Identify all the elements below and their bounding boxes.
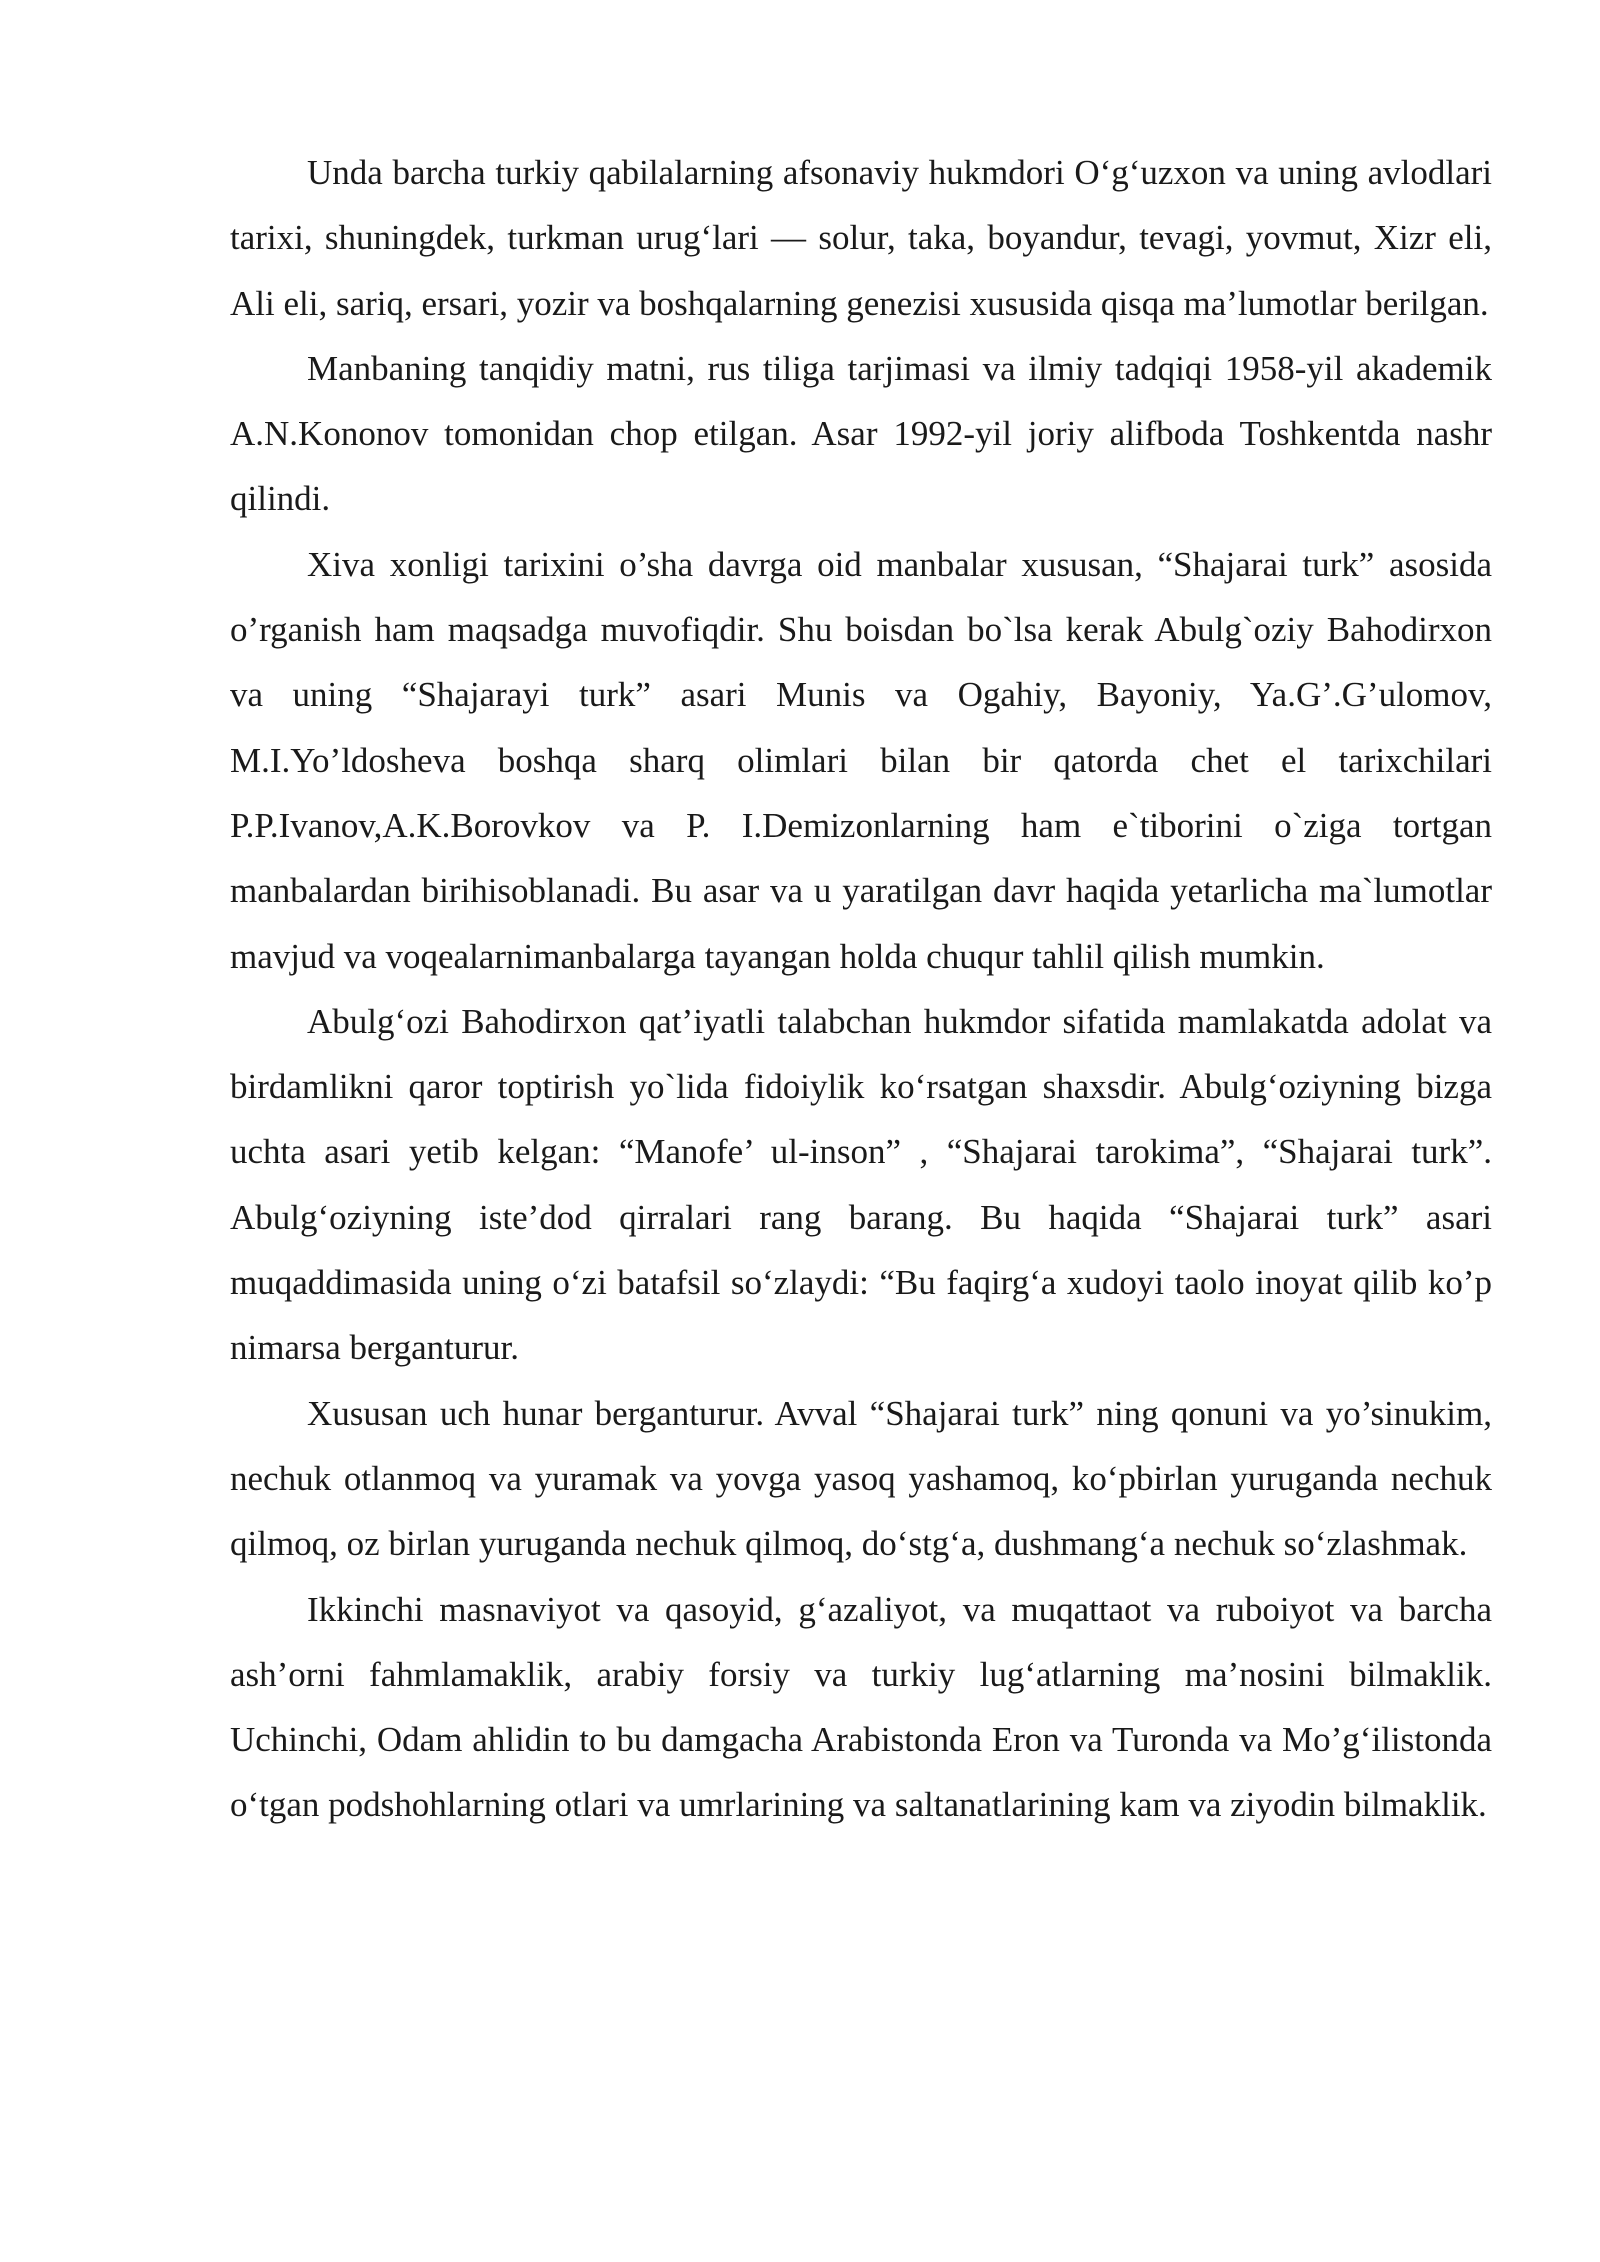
paragraph-6: Ikkinchi masnaviyot va qasoyid, g‘azaliyot, va muqattaot va ruboiyot va barcha ash’orni fahmlamaklik, arabiy forsiy va turkiy lug‘atlarning ma’nosini bilmaklik. Uchinchi, Odam ahlidin to bu damgacha Arabistonda Eron va Turonda va Mo’g‘ilistonda o‘tgan podshohlarning otlari va umrlarining va saltanatlarining kam va ziyodin bilmaklik.: [230, 1589, 1492, 1825]
paragraph-2: Manbaning tanqidiy matni, rus tiliga tarjimasi va ilmiy tadqiqi 1958-yil akademik A.N.Kononov tomonidan chop etilgan. Asar 1992-yil joriy alifboda Toshkentda nashr qilindi.: [230, 348, 1492, 519]
body-text: [230, 140, 1492, 1838]
paragraph-1: Unda barcha turkiy qabilalarning afsonaviy hukmdori O‘g‘uzxon va uning avlodlari tarixi, shuningdek, turkman urug‘lari — solur, taka, boyandur, tevagi, yovmut, Xizr eli, Ali eli, sariq, ersari, yozir va boshqalarning genezisi xususida qisqa ma’lumotlar berilgan.: [230, 153, 1492, 323]
paragraph-3: Xiva xonligi tarixini o’sha davrga oid manbalar xususan, “Shajarai turk” asosida o’rganish ham maqsadga muvofiqdir. Shu boisdan bo`lsa kerak Abulg`oziy Bahodirxon va uning “Shajarayi turk” asari Munis va Ogahiy, Bayoniy, Ya.G’.G’ulomov, M.I.Yo’ldosheva boshqa sharq olimlari bilan bir qatorda chet el tarixchilari P.P.Ivanov,A.K.Borovkov va P. I.Demizonlarning ham e`tiborini o`ziga tortgan manbalardan birihisoblanadi. Bu asar va u yaratilgan davr haqida yetarlicha ma`lumotlar mavjud va voqealarnimanbalarga tayangan holda chuqur tahlil qilish mumkin.: [230, 544, 1492, 976]
paragraph-5: Xususan uch hunar berganturur. Avval “Shajarai turk” ning qonuni va yo’sinukim, nechuk otlanmoq va yuramak va yovga yasoq yashamoq, ko‘pbirlan yuruganda nechuk qilmoq, oz birlan yuruganda nechuk qilmoq, do‘stg‘a, dushmang‘a nechuk so‘zlashmak.: [230, 1393, 1492, 1564]
paragraph-4: Abulg‘ozi Bahodirxon qat’iyatli talabchan hukmdor sifatida mamlakatda adolat va birdamlikni qaror toptirish yo`lida fidoiylik ko‘rsatgan shaxsdir. Abulg‘oziyning bizga uchta asari yetib kelgan: “Manofe’ ul-inson” , “Shajarai tarokima”, “Shajarai turk”. Abulg‘oziyning iste’dod qirralari rang barang. Bu haqida “Shajarai turk” asari muqaddimasida uning o‘zi batafsil so‘zlaydi: “Bu faqirg‘a xudoyi taolo inoyat qilib ko’p nimarsa berganturur.: [230, 1001, 1492, 1368]
